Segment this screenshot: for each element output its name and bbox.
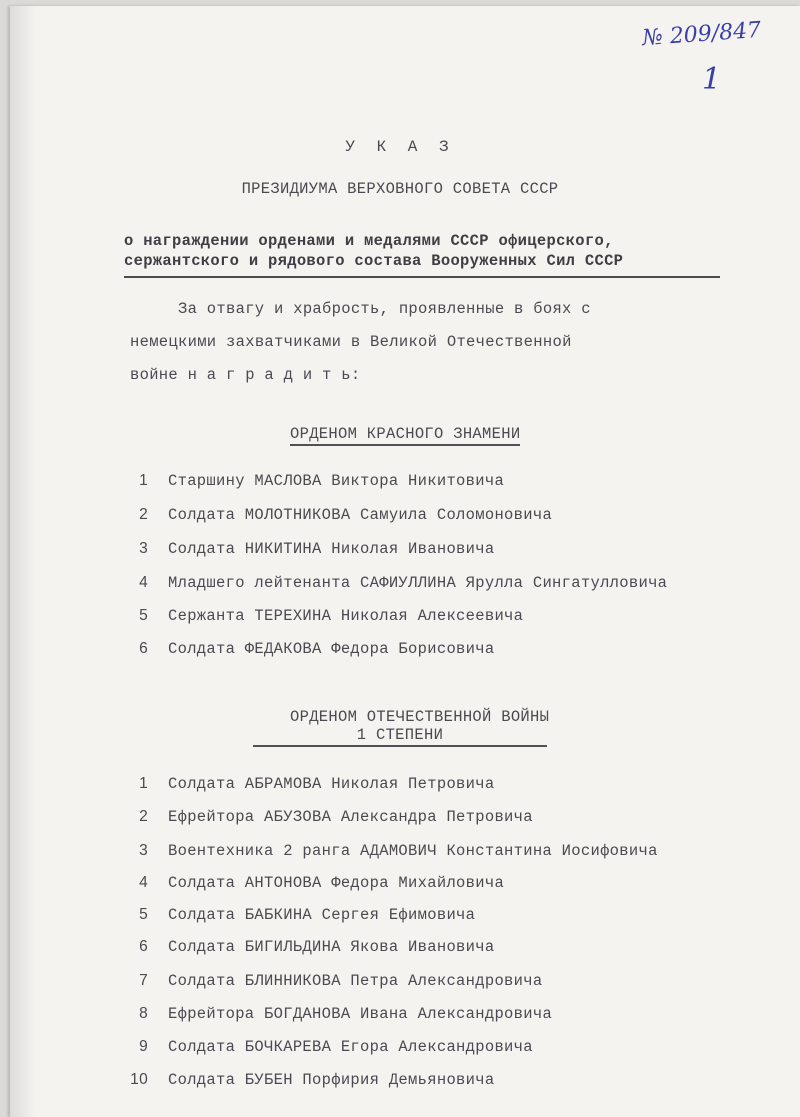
item-number: 10 <box>130 1071 148 1088</box>
item-number: 5 <box>139 906 148 923</box>
sheet-number: 1 <box>702 62 722 97</box>
section-heading-text: ОРДЕНОМ ОТЕЧЕСТВЕННОЙ ВОЙНЫ <box>290 708 550 726</box>
preamble-line-3: войне н а г р а д и т ь: <box>130 366 361 384</box>
item-text: Солдата АБРАМОВА Николая Петровича <box>168 775 495 793</box>
item-number: 2 <box>139 506 148 523</box>
decree-subject-line-2: сержантского и рядового состава Вооруженных Сил СССР <box>124 252 624 270</box>
preamble-line-1: За отвагу и храбрость, проявленные в боях с <box>178 300 591 318</box>
item-text: Сержанта ТЕРЕХИНА Николая Алексеевича <box>168 607 524 625</box>
item-number: 3 <box>139 540 148 557</box>
item-text: Солдата БАБКИНА Сергея Ефимовича <box>168 906 476 924</box>
item-text: Солдата НИКИТИНА Николая Ивановича <box>168 540 495 558</box>
preamble-line-2: немецкими захватчиками в Великой Отечественной <box>130 333 572 351</box>
decree-title: У К А З <box>345 138 455 156</box>
item-text: Ефрейтора АБУЗОВА Александра Петровича <box>168 808 533 826</box>
item-text: Солдата БУБЕН Порфирия Демьяновича <box>168 1071 495 1089</box>
item-number: 7 <box>139 972 148 989</box>
item-number: 6 <box>139 640 148 657</box>
item-number: 3 <box>139 842 148 859</box>
subject-underline <box>124 276 720 278</box>
section-heading-degree <box>0 726 800 744</box>
item-number: 1 <box>139 775 148 792</box>
decree-subject-line-1: о награждении орденами и медалями СССР офицерского, <box>124 232 614 250</box>
section-heading-text: ОРДЕНОМ КРАСНОГО ЗНАМЕНИ <box>290 425 520 446</box>
item-number: 2 <box>139 808 148 825</box>
item-number: 9 <box>139 1038 148 1055</box>
item-number: 1 <box>139 472 148 489</box>
item-text: Солдата БИГИЛЬДИНА Якова Ивановича <box>168 938 495 956</box>
item-text: Воентехника 2 ранга АДАМОВИЧ Константина Иосифовича <box>168 842 658 860</box>
decree-issuer: ПРЕЗИДИУМА ВЕРХОВНОГО СОВЕТА СССР <box>241 180 559 198</box>
item-text: Солдата АНТОНОВА Федора Михайловича <box>168 874 505 892</box>
item-text: Солдата БЛИННИКОВА Петра Александровича <box>168 972 543 990</box>
item-text: Старшину МАСЛОВА Виктора Никитовича <box>168 472 505 490</box>
item-text: Солдата МОЛОТНИКОВА Самуила Соломоновича <box>168 506 553 524</box>
item-text: Младшего лейтенанта САФИУЛЛИНА Ярулла Сингатулловича <box>168 574 668 592</box>
archive-number: № 209/847 <box>641 17 762 52</box>
section-heading <box>290 425 520 443</box>
item-text: Ефрейтора БОГДАНОВА Ивана Александровича <box>168 1005 553 1023</box>
item-text: Солдата ФЕДАКОВА Федора Борисовича <box>168 640 495 658</box>
section-heading <box>290 708 549 726</box>
item-number: 4 <box>139 874 148 891</box>
item-number: 6 <box>139 938 148 955</box>
item-number: 5 <box>139 607 148 624</box>
item-number: 4 <box>139 574 148 591</box>
item-number: 8 <box>139 1005 148 1022</box>
section-heading-degree-text: 1 СТЕПЕНИ <box>253 726 547 747</box>
item-text: Солдата БОЧКАРЕВА Егора Александровича <box>168 1038 533 1056</box>
